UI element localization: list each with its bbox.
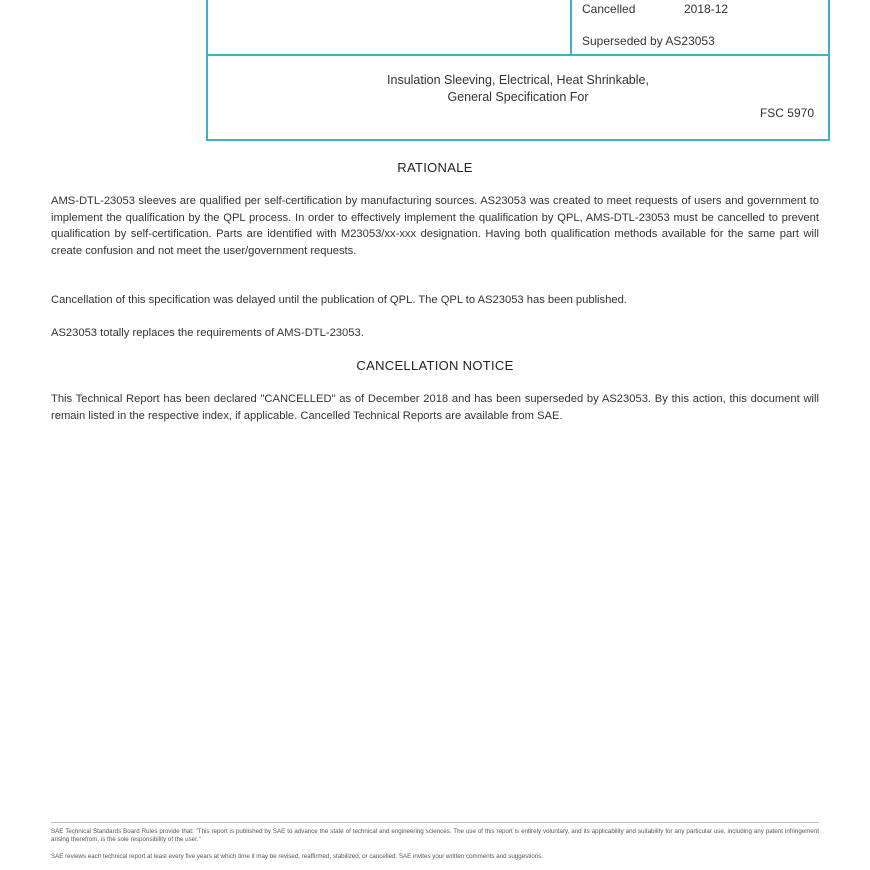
superseded-note: Superseded by AS23053 [582, 34, 715, 48]
document-header-box [206, 0, 830, 141]
footer-divider [51, 822, 819, 823]
header-divider [570, 0, 572, 56]
cancelled-date: 2018-12 [684, 2, 729, 16]
rationale-heading: RATIONALE [397, 160, 473, 175]
rationale-paragraph-1: AMS-DTL-23053 sleeves are qualified per self-certification by manufacturing sources. AS23053 was created to meet requests of users and government to implement the qualification by the QPL process. In order to effectively implement the qualification by QPL, AMS-DTL-23053 must be cancelled to prevent qualification by self-certification. Parts are identified with M23053/xx-xxx designation. Having both qualification methods available for the same part will create confusion and not meet the user/government requests. [51, 195, 819, 257]
rationale-paragraph-3: AS23053 totally replaces the requirements of AMS-DTL-23053. [51, 327, 364, 339]
cancelled-label: Cancelled [582, 2, 636, 16]
footer-rules-text: SAE Technical Standards Board Rules provide that: "This report is published by SAE to advance the state of technical and engineering sciences. The use of this report is entirely voluntary, and its applicability and suitability for any particular use, including any patent infringement arising therefrom, is the sole responsibility of the user." [51, 828, 819, 843]
fsc-code: FSC 5970 [759, 106, 814, 120]
cancellation-paragraph: This Technical Report has been declared "CANCELLED" as of December 2018 and has been superseded by AS23053. By this action, this document will remain listed in the respective index, if applicable. Cancelled Technical Reports are available from SAE. [51, 393, 819, 422]
cancellation-heading: CANCELLATION NOTICE [356, 358, 514, 373]
document-title-line-1: Insulation Sleeving, Electrical, Heat Shrinkable, [387, 73, 649, 87]
footer-review-text: SAE reviews each technical report at least every five years at which time it may be revised, reaffirmed, stabilized, or cancelled. SAE invites your written comments and suggestions. [51, 853, 544, 860]
rationale-paragraph-2: Cancellation of this specification was delayed until the publication of QPL. The QPL to AS23053 has been published. [51, 294, 627, 306]
header-status-row [208, 0, 828, 56]
document-title-line-2: General Specification For [447, 90, 589, 104]
